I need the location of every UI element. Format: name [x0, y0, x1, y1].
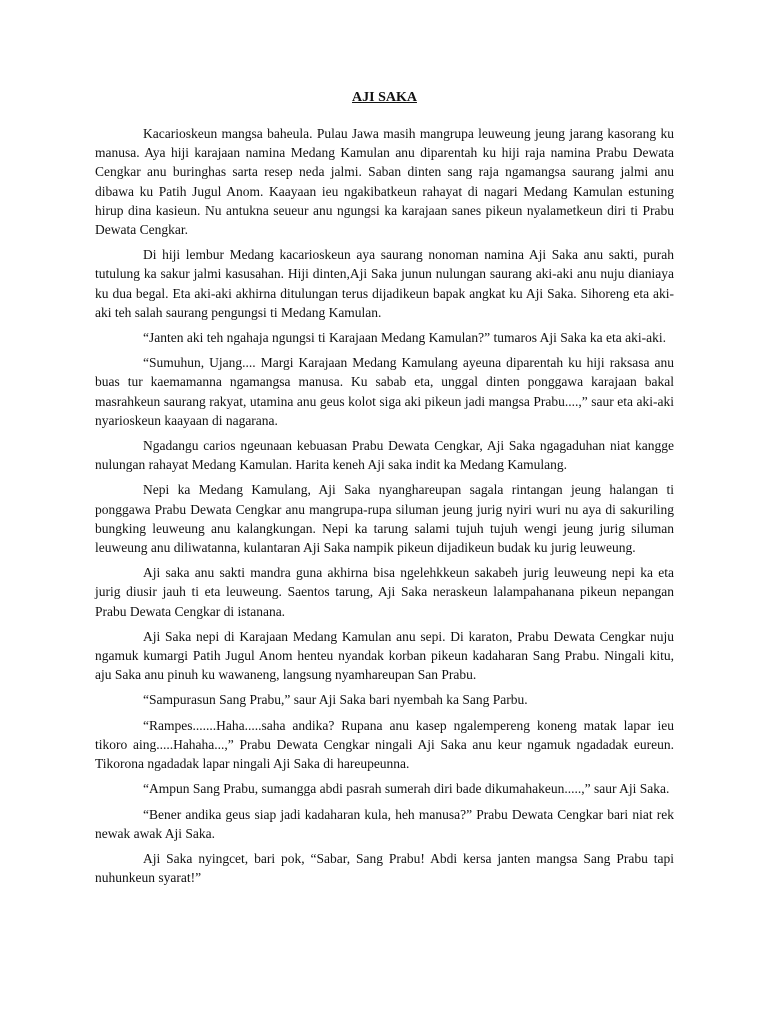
paragraph: “Sampurasun Sang Prabu,” saur Aji Saka bari nyembah ka Sang Parbu.: [143, 692, 528, 708]
paragraph: “Janten aki teh ngahaja ngungsi ti Karajaan Medang Kamulan?” tumaros Aji Saka ka eta aki-aki.: [143, 330, 666, 346]
paragraph: Nepi ka Medang Kamulang, Aji Saka nyanghareupan sagala rintangan jeung halangan ti ponggawa Prabu Dewata Cengkar anu mangrupa-rupa siluman jeung jurig nyiri wuri nu aya di sakuriling bungking leuweung anu kalangkungan. Nepi ka tarung salami tujuh tujuh wengi jeung jurig siluman leuweung anu diliwatanna, kulantaran Aji Saka nampik pikeun dijadikeun budak ku jurig leuweung.: [95, 482, 674, 556]
document-title: AJI SAKA: [352, 90, 417, 105]
paragraph: Aji Saka nepi di Karajaan Medang Kamulan anu sepi. Di karaton, Prabu Dewata Cengkar nuju ngamuk kumargi Patih Jugul Anom henteu nyandak korban pikeun kadaharan Sang Prabu. Ningali kitu, aju Saka anu pinuh ku wawaneng, langsung nyamhareupan San Prabu.: [95, 628, 674, 683]
paragraph: “Rampes.......Haha.....saha andika? Rupana anu kasep ngalempereng koneng matak lapar ieu tikoro aing.....Hahaha...,” Prabu Dewata Cengkar ningali Aji Saka anu keur ngamuk ngadadak eureun. Tikorona ngadadak lapar ningali Aji Saka di hareupeunna.: [95, 717, 674, 772]
paragraph: Aji Saka nyingcet, bari pok, “Sabar, Sang Prabu! Abdi kersa janten mangsa Sang Prabu tapi nuhunkeun syarat!”: [95, 850, 674, 886]
paragraph: “Ampun Sang Prabu, sumangga abdi pasrah sumerah diri bade dikumahakeun.....,” saur Aji Saka.: [143, 781, 670, 797]
paragraph: “Sumuhun, Ujang.... Margi Karajaan Medang Kamulang ayeuna diparentah ku hiji raksasa anu buas tur kaemamanna ngamangsa manusa. Ku sabab eta, unggal dinten ponggawa karajaan bakal masrahkeun saurang rakyat, utamina anu geus kolot siga aki pikeun jadi mangsa Prabu....,” saur eta aki-aki nyarioskeun kaayaan di nagarana.: [95, 355, 674, 428]
paragraph: Ngadangu carios ngeunaan kebuasan Prabu Dewata Cengkar, Aji Saka ngagaduhan niat kangge nulungan rahayat Medang Kamulan. Harita keneh Aji saka indit ka Medang Kamulang.: [95, 438, 674, 473]
paragraph: Aji saka anu sakti mandra guna akhirna bisa ngelehkkeun sakabeh jurig leuweung nepi ka eta jurig diusir jauh ti eta leuweung. Saentos tarung, Aji Saka neraskeun lalampahanana pikeun nepangan Prabu Dewata Cengkar di istanana.: [95, 565, 674, 619]
paragraph: “Bener andika geus siap jadi kadaharan kula, heh manusa?” Prabu Dewata Cengkar bari niat rek newak awak Aji Saka.: [95, 806, 674, 841]
paragraph: Di hiji lembur Medang kacarioskeun aya saurang nonoman namina Aji Saka anu sakti, purah tutulung ka sakur jalmi kasusahan. Hiji dinten,Aji Saka junun nulungan saurang aki-aki anu nuju dianiaya ku dua begal. Eta aki-aki akhirna ditulungan terus dijadikeun bapak angkat ku Aji Saka. Sihoreng eta aki-aki teh salah saurang pengungsi ti Medang Kamulan.: [95, 247, 674, 320]
paragraph: Kacarioskeun mangsa baheula. Pulau Jawa masih mangrupa leuweung jeung jarang kasorang ku manusa. Aya hiji karajaan namina Medang Kamulan anu diparentah ku hiji raja namina Prabu Dewata Cengkar anu buringhas sarta resep neda jalmi. Saban dinten sang raja ngamangsa saurang jalmi anu dibawa ku Patih Jugul Anom. Kaayaan ieu ngakibatkeun rahayat di nagari Medang Kamulan estuning hirup dina kasieun. Nu antukna seueur anu ngungsi ka karajaan sanes pikeun nyalametkeun diri ti Prabu Dewata Cengkar.: [95, 126, 674, 238]
document-page: [95, 88, 674, 893]
